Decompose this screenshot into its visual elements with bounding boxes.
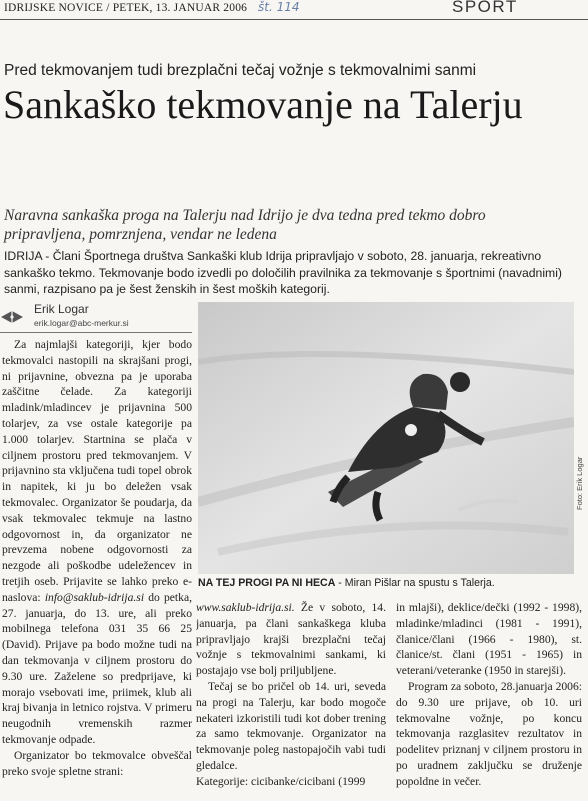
article-column-1 <box>2 337 192 799</box>
author-rule <box>0 332 192 333</box>
pen-icon <box>0 306 24 328</box>
column-text: Že v soboto, 14. januarja, pa člani sankaškega kluba pripravljajo krajši brezplačni tečaj vožnje s tekmovalnimi sankami, ki postajajo vse bolj priljubljene. <box>196 601 386 678</box>
column-paragraph: Program za soboto, 28.januarja 2006: do 9.30 ure prijave, ob 10. uri tekmovalne vožnje, po koncu tekmovanja razglasitev rezultatov in podelitev priznanj v ciljnem prostoru in po uradnem zaključku se druženje popoldne in večer. <box>396 679 582 788</box>
author-name: Erik Logar <box>34 302 89 316</box>
handwritten-note: št. 114 <box>258 0 300 14</box>
photo-credit: Foto: Erik Logar <box>575 456 584 510</box>
article-lede: IDRIJA - Člani Športnega društva Sankaški klub Idrija pripravljajo v soboto, 28. januarja, rekreativno sankaško tekmo. Tekmovanje bodo izvedli po določilih pravilnika za tekmovanje s športnimi (navadnimi) sanmi, razpisano pa je šest ženskih in šest moških kategorij. <box>4 249 562 296</box>
column-paragraph: Tečaj se bo pričel ob 14. uri, seveda na progi na Talerju, kar bodo mogoče nekateri izkoristili tudi kot dober trening za samo tekmovanje. Organizator na tekmovanje poleg nastopajočih vabi tudi gledalce. <box>196 679 386 772</box>
article-photo <box>198 302 574 574</box>
column-paragraph: Kategorije: cicibanke/cicibani (1999 <box>196 774 366 788</box>
email-link[interactable]: info@saklub-idrija.si <box>44 590 145 604</box>
article-kicker: Pred tekmovanjem tudi brezplačni tečaj vožnje s tekmovalnimi sanmi <box>4 62 477 79</box>
section-label: SPORT <box>452 0 518 16</box>
website-link[interactable]: www.saklub-idrija.si. <box>196 601 295 614</box>
article-column-3 <box>396 600 582 800</box>
column-text: Za najmlajši kategoriji, kjer bodo tekmovalci nastopili na skrajšani progi, ni prijavnine, obvezna pa je uporaba zaščitne čelade. Za kategoriji mladink/mladincev je prijavnina 500 tolarjev, za vse ostale kategorije pa 1.000 tolarjev. Startnina se plača v ciljnem prostoru pred tekmovanjem. V prijavnino sta vključena tudi topel obrok in napitek, ki ju bo deležen vsak tekmovalec. Organizator še poudarja, da vsak tekmovalec tekmuje na lastno odgovornost in, da organizator ne prevzema nobene odgovornosti za nezgode ali poškodbe udeležencev in tretjih oseb. Prijavite se lahko preko e-naslova: <box>2 338 192 604</box>
sledding-photo-image <box>198 302 574 574</box>
article-headline: Sankaško tekmovanje na Talerju <box>3 82 523 127</box>
column-paragraph: in mlajši), deklice/dečki (1992 - 1998), mladinke/mladinci (1981 - 1991), članice/člani (1966 - 1980), st. članice/st. člani (1951 - 1965) in veterani/veteranke (1950 in starejši). <box>396 601 582 678</box>
header-rule <box>0 19 588 20</box>
caption-bold: NA TEJ PROGI PA NI HECA <box>198 577 336 589</box>
masthead: IDRIJSKE NOVICE / PETEK, 13. JANUAR 2006 <box>4 2 248 14</box>
photo-caption <box>198 577 578 589</box>
article-column-2 <box>196 600 386 800</box>
article-subhead: Naravna sankaška proga na Talerju nad Idrijo je dva tedna pred tekmo dobro pripravljena, pomrznjena, vendar ne ledena <box>4 207 486 243</box>
column-text: do petka, 27. januarja, do 13. ure, ali preko mobilnega telefona 031 35 66 25 (David). Prijave pa bodo možne tudi na dan tekmovanja v ciljnem prostoru do 9.30 ure. Zaželene so predprijave, ki morajo vsebovati ime, priimek, klub ali kraj bivanja in letnico rojstva. V primeru neugodnih vremenskih razmer tekmovanje odpade. <box>2 590 192 746</box>
author-email[interactable]: erik.logar@abc-merkur.si <box>34 318 129 328</box>
caption-text: - Miran Pišlar na spustu s Talerja. <box>335 577 495 589</box>
column-paragraph: Organizator bo tekmovalce obveščal preko svoje spletne strani: <box>2 748 192 778</box>
